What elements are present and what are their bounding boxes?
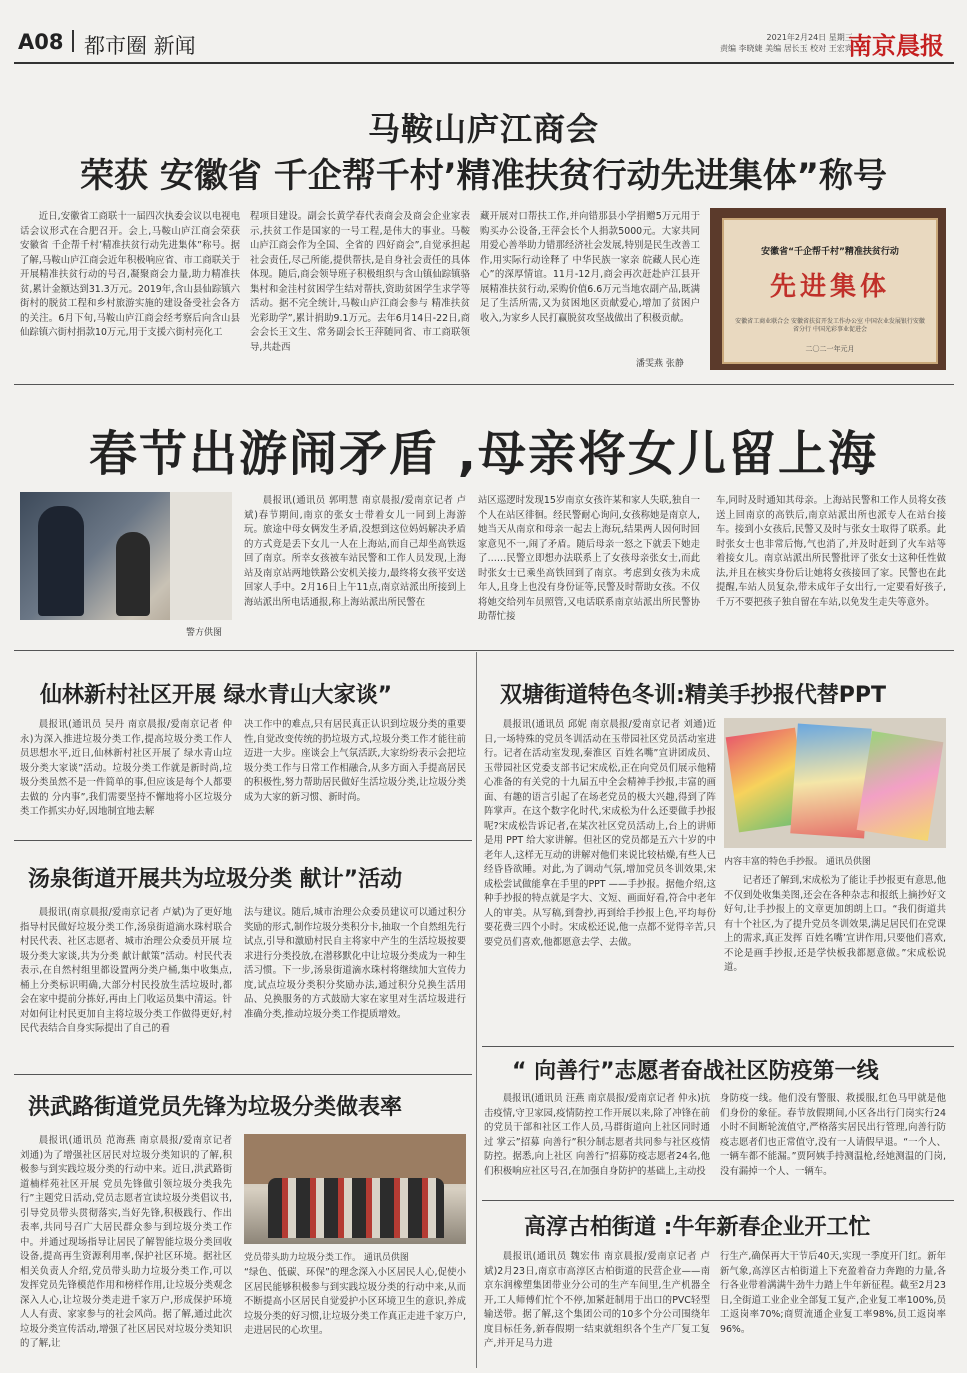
article6-title: 双塘街道特色冬训:精美手抄报代替PPT [500, 683, 887, 708]
handwritten-posters-photo [724, 718, 946, 848]
article8-col2: 行生产,确保再大干节后40天,实现一季度开门红。新年新气象,高淳区古柏街道上下充盈着奋力奔跑的力量,各行各业带着满满牛劲牛力踏上牛年新征程。截至2月23日,全街道工业企业全部复工复产,企业复工率100%,员工返岗率70%;商贸流通企业复工率98%,员工返岗率96%。 [720, 1251, 946, 1335]
article6-col2: 记者还了解到,宋成松为了能让手抄报更有意思,他不仅到处收集美图,还会在各种杂志和报纸上摘抄好文好句,让手抄报上的文章更加朗朗上口。“我们街道共有十个社区,为了提升党员冬训效果,满足居民们在党课上的需求,真正发挥 百姓名嘴’宣讲作用,只要他们喜欢,不论是画手抄报,还是学快板我都愿意做。”宋成松说道。 [724, 875, 946, 973]
newspaper-logo: 南京晨报 [848, 31, 944, 60]
issue-date: 2021年2月24日 星期三 [766, 33, 853, 42]
officer-figure [38, 506, 84, 616]
article2-col2: 站区巡逻时发现15岁南京女孩许某和家人失联,独自一个人在站区徘徊。经民警耐心询问,女孩称她是南京人,她当天从南京和母亲一起去上海玩,结果两人因何时回家意见不一,闹了矛盾。随后母亲一怒之下就丢下她走了……民警立即想办法联系上了女孩母亲张女士,而此时张女士已乘坐高铁回到了南京。考虑到女孩为未成年人,且身上也没有身份证等,民警及时帮助女孩。不仅将她交给列车员照管,又电话联系南京站派出所民警协助帮忙接 [478, 495, 700, 622]
article2-title: 春节出游闹矛盾 ,母亲将女儿留上海 [89, 426, 878, 482]
article2-caption: 警方供图 [186, 628, 223, 638]
article6-caption: 内容丰富的特色手抄报。 通讯员供图 [724, 857, 871, 867]
article1-col3: 藏开展对口帮扶工作,并向错那县小学捐赠5万元用于购买办公设备,王萍会长个人捐款5000元。大家共同用爱心善举助力错那经济社会发展,特别是民生改善工作,用实际行动诠释了 中华民族一家亲 皖藏人民心连心”的深厚情谊。11月-12月,商会再次赶赴庐江县开展精准扶贫行动,采购价值6.6万元当地农副产品,既满足了生活所需,又为贫困地区贡献爱心,增加了贫困户收入,为家乡人民打赢脱贫攻坚战做出了积极贡献。 [480, 211, 700, 324]
building-wall [244, 1134, 466, 1184]
article7-col2: 身防疫一线。他们没有警服、救援服,红色马甲就是他们身份的象征。春节放假期间,小区各出行门岗实行24小时不间断轮流值守,严格落实居民出行管理,向善行防疫志愿者们也正常值守,没有一人请假早退。“一个人、一辆车都不能漏。”贾阿姨手持测温枪,经她测温的门岗,没有漏掉一个人、一辆车。 [720, 1093, 946, 1177]
article7-col1: 晨报讯(通讯员 汪燕 南京晨报/爱南京记者 仲永)抗击疫情,守卫家园,疫情防控工作开展以来,除了冲锋在前的党员干部和社区工作人员,马群街道向上社区同时通过 掌云”招募 向善行”积分制志愿者共同参与社区疫情防控。据悉,向上社区 向善行”招募防疫志愿者24名,他们积极响应社区号召,在加强自身防护的基础上,主动投 [484, 1093, 710, 1177]
plaque-board [722, 218, 938, 364]
plaque-main-text: 先进集体 [769, 272, 890, 302]
rule-4 [14, 1074, 472, 1075]
rule-2 [14, 650, 954, 651]
article1-col1: 近日,安徽省工商联十一届四次执委会议以电视电话会议形式在合肥召开。会上,马鞍山庐江商会荣获 安徽省 千企帮千村’精准扶贫行动先进集体”称号。据了解,马鞍山庐江商会近年积极响应省、市工商联关于开展精准扶贫行动的号召,凝聚商会力量,助力精准扶贫,累计金额达到31.3万元。2019年,含山县仙踪镇六街村的脱贫工程和乡村旅游实施的建设备受社会各方的关注。6月下旬,马鞍山庐江商会经考察后向含山县仙踪镇六街村捐款10万元,用于支援六街村亮化工 [20, 211, 240, 338]
railway-police-photo [20, 492, 232, 620]
article5-title: 洪武路街道党员先锋为垃圾分类做表率 [28, 1095, 403, 1120]
plaque-top-text: 安徽省“千企帮千村”精准扶贫行动 [761, 247, 899, 257]
article4-col2: 法与建议。随后,城市治理公众委员建议可以通过积分奖励的形式,制作垃圾分类积分卡,抽取一个自然组先行试点,引导和激励村民自主将家中产生的生活垃圾按要求进行分类投放,在潜移默化中让垃圾分类成为一种生活习惯。下一步,汤泉街道滴水珠村将继续加大宣传力度,试点垃圾分类积分奖励办法,通过积分兑换生活用品、兑换服务的方式鼓励大家在家里对生活垃圾进行准确分类,推动垃圾分类工作提质增效。 [244, 907, 466, 1020]
header-divider [72, 30, 74, 52]
rule-1 [14, 384, 954, 385]
poster-3 [857, 731, 944, 841]
article1-title: 荣获 安徽省 千企帮千村’精准扶贫行动先进集体”称号 [80, 156, 887, 196]
column-divider [476, 652, 477, 1368]
article2-col3: 车,同时及时通知其母亲。上海站民警和工作人员将女孩送上回南京的高铁后,南京站派出所也派专人在站台接车。接到小女孩后,民警又及时与张女士取得了联系。此时张女士也非常后悔,气也消了,并及时赶到了火车站等着接女儿。南京站派出所民警批评了张女士这种任性做法,并且在核实身份后让她将女孩接回了家。民警也在此提醒,车站人员复杂,带未成年子女出行,一定要看好孩子,千万不要把孩子独自留在车站,以免发生走失等意外。 [716, 495, 946, 608]
train-door [170, 492, 232, 620]
article7-title: “ 向善行”志愿者奋战社区防疫第一线 [512, 1059, 879, 1084]
award-plaque-photo [710, 208, 946, 370]
article1-subtitle: 马鞍山庐江商会 [367, 110, 599, 148]
article6-col1: 晨报讯(通讯员 邱妮 南京晨报/爱南京记者 刘通)近日,一场特殊的党员冬训活动在玉带园社区党员活动室进行。记者在活动室发现,秦淮区 百姓名嘴”宣讲团成员、玉带园社区党委支部书记宋成松,正在向党员们展示他精心准备的有关党的十九届五中全会精神手抄报,丰富的画面、有趣的语言引起了在场老党员的极大兴趣,得到了阵阵掌声。在这个数字化时代,宋成松为什么还要做手抄报呢?宋成松告诉记者,在某次社区党员活动上,台上的讲师是用 PPT 给大家讲解。但社区的党员都是五六十岁的中老年人,这样无互动的讲解对他们来说比较枯燥,有些人已经昏昏欲睡。对此,为了调动气氛,增加党员冬训效果,宋成松尝试做能拿在手里的PPT ——手抄报。据他介绍,这种手抄报的特点就是字大、文短、画面好看,符合中老年人的审美。从写稿,到誊抄,再到给手抄报上色,平均每份要花费三四个小时。宋成松还说,他一点都不觉得辛苦,只要党员们喜欢,他都愿意去学、去做。 [484, 719, 716, 948]
article3-col2: 决工作中的难点,只有居民真正认识到垃圾分类的重要性,自觉改变传统的扔垃圾方式,垃圾分类工作才能往前迈进一大步。座谈会上气氛活跃,大家纷纷表示会把垃圾分类工作与日常工作相融合,从多方面入手提高居民的积极性,努力帮助居民做好生活垃圾分类,让垃圾分类成为大家的新习惯、新时尚。 [244, 719, 466, 803]
girl-figure [116, 532, 150, 616]
article8-title: 高淳古柏街道 :牛年新春企业开工忙 [524, 1215, 871, 1240]
article5-col1: 晨报讯(通讯员 范海燕 南京晨报/爱南京记者 刘通)为了增强社区居民对垃圾分类知识的了解,积极参与到实践垃圾分类的行动中来。近日,洪武路街道楠样苑社区开展 党员先锋做引领垃圾分类我先行”主题党日活动,党员志愿者宣读垃圾分类倡议书,引导党员带头贯彻落实,当好先锋,积极践行、作出表率,共同号召广大居民群众参与到垃圾分类工作中。并通过现场指导让居民了解智能垃圾分类回收设备,提高再生资源利用率,保护社区环境。据社区相关负责人介绍,党员带头助力垃圾分类工作,可以发挥党员先锋模范作用和榜样作用,让垃圾分类观念深入人心,让垃圾分类走进千家万户,形成保护环境人人有责、家家参与的社会风尚。据了解,通过此次垃圾分类宣传活动,增强了社区居民对垃圾分类知识的了解,让 [20, 1135, 232, 1349]
group-of-volunteers [268, 1178, 444, 1238]
article3-col1: 晨报讯(通讯员 吴丹 南京晨报/爱南京记者 仲永)为深入推进垃圾分类工作,提高垃圾分类工作人员思想水平,近日,仙林新村社区开展了 绿水青山垃圾分类大家谈”活动。垃圾分类工作就是新时尚,垃圾分类虽然不是一件简单的事,但应该是每个人都要去做的 分内事”,我们需要坚持不懈地将小区垃圾分类工作抓实办好,因地制宜地去解 [20, 719, 232, 817]
editor-credits: 责编 李晓婕 美编 居长玉 校对 王宏宾 [720, 44, 853, 53]
article4-col1: 晨报讯(南京晨报/爱南京记者 卢斌)为了更好地指导村民做好垃圾分类工作,汤泉街道滴水珠村联合村民代表、社区志愿者、城市治理公众委员开展 垃圾分类大家谈,共为分类 献计献策”活动。村民代表表示,在自然村组里都设置两分类户桶,集中收集点,桶上分类标识明确,大部分村民投放生活垃圾时,都会在家中提前分拣好,再由上门收运员集中清运。针对如何让村民更加自主将垃圾分类工作做得更好,村民代表结合自身实际提出了自己的看 [20, 907, 232, 1034]
article5-col2: “绿色、低碳、环保”的理念深入小区居民人心,促使小区居民能够积极参与到实践垃圾分类的行动中来,从而不断提高小区居民自觉爱护小区环境卫生的意识,养成垃圾分类的好习惯,让垃圾分类工作真正走进千家万户,走进居民的心坎里。 [244, 1267, 466, 1336]
article3-title: 仙林新村社区开展 绿水青山大家谈” [40, 683, 393, 708]
rule-3 [14, 840, 472, 841]
article4-title: 汤泉街道开展共为垃圾分类 献计”活动 [28, 867, 403, 892]
rule-5 [482, 1046, 954, 1047]
article1-col2: 程项目建设。副会长黄学春代表商会及商会企业家表示,扶贫工作是国家的一号工程,是伟大的事业。马鞍山庐江商会作为全国、全省的 四好商会”,自觉承担起社会责任,尽己所能,提供帮扶,是自身社会责任的具体体现。随后,商会领导班子积极组织与含山镇仙踪镇骆集村和金洼村贫困学生结对帮扶,资助贫困学生求学等活动。据不完全统计,马鞍山庐江商会参与 精准扶贫 光彩助学”,累计捐助9.1万元。去年6月14日-22日,商会会长王文生、常务副会长王萍随同省、市工商联领导,共赴西 [250, 211, 470, 353]
plaque-date-text: 二〇二一年元月 [805, 345, 855, 353]
article5-caption: 党员带头助力垃圾分类工作。 通讯员供图 [244, 1253, 409, 1263]
article1-author: 潘雯燕 张静 [636, 359, 684, 369]
rule-6 [482, 1200, 954, 1201]
party-members-photo [244, 1134, 466, 1244]
plaque-org-text: 安徽省工商业联合会 安徽省扶贫开发工作办公室 中国农业发展银行安徽省分行 中国光彩事业促进会 [735, 318, 925, 333]
header-meta [720, 32, 853, 54]
page-number: A08 [18, 30, 64, 54]
header-rule [14, 62, 954, 64]
article2-col1: 晨报讯(通讯员 郭明慧 南京晨报/爱南京记者 卢斌)春节期间,南京的张女士带着女儿一同到上海游玩。旅途中母女俩发生矛盾,没想到这位妈妈解决矛盾的方式竟是丢下女儿一人在上海站,而自己却坐高铁返回了南京。所幸女孩被车站民警和工作人员发现,上海站及南京站两地铁路公安机关接力,最终将女孩平安送回家人手中。2月16日上午11点,南京站派出所接到上海站派出所电话通报,称上海站派出所民警在 [244, 495, 466, 608]
article8-col1: 晨报讯(通讯员 魏宏伟 南京晨报/爱南京记者 卢斌)2月23日,南京市高淳区古柏街道的民营企业——南京东润橡塑集团带业分公司的生产车间里,生产机器全开,工人师傅们忙个不停,加紧赶制用于出口的PVC轻型输送带。据了解,这个集团公司的10多个分公司围绕年度目标任务,新春假期一结束就组织各个生产厂复工复产,并开足马力进 [484, 1251, 710, 1349]
section-title: 都市圈 新闻 [84, 34, 196, 58]
